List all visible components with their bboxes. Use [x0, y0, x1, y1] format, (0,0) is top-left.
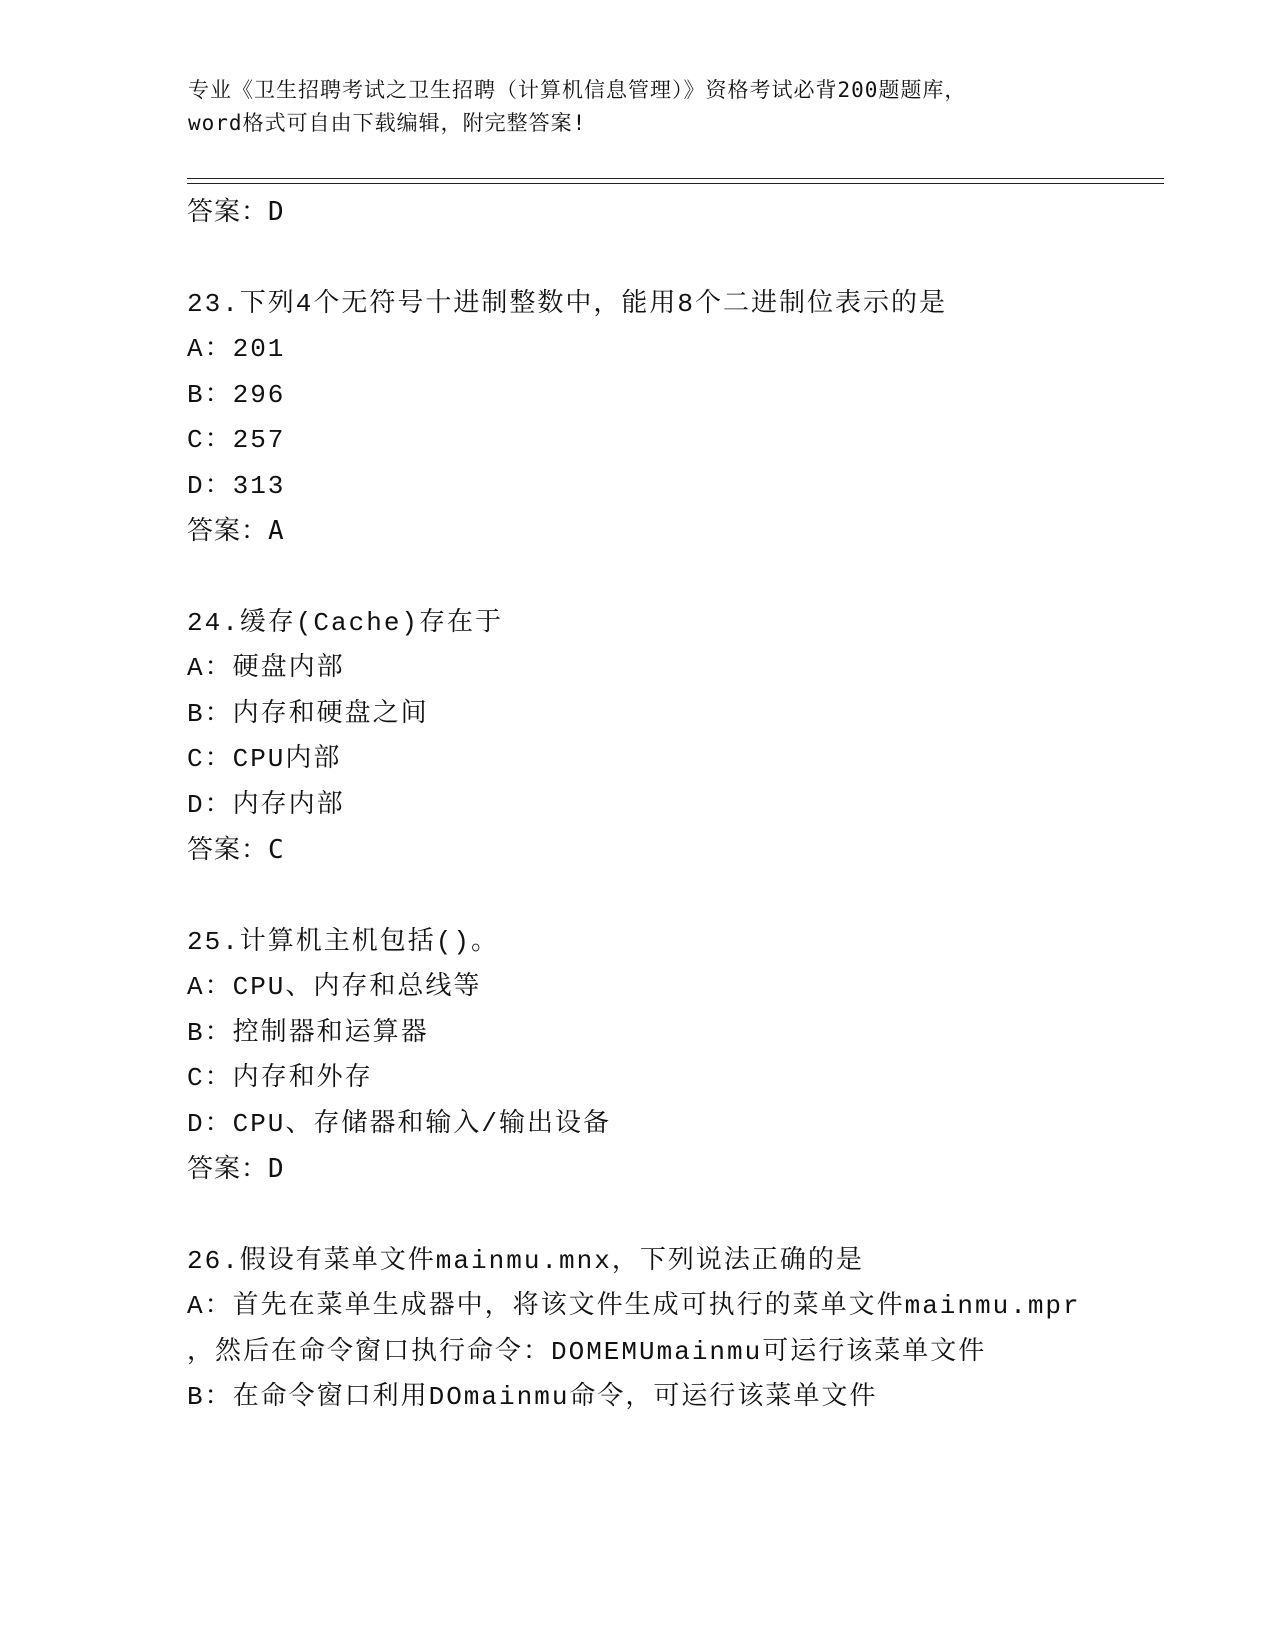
option-d: D：内存内部 — [187, 789, 345, 820]
question-list — [187, 190, 1147, 1421]
question-stem: 25.计算机主机包括()。 — [187, 926, 500, 957]
option-a: A：硬盘内部 — [187, 653, 345, 683]
question-stem: 23.下列4个无符号十进制整数中，能用8个二进制位表示的是 — [187, 288, 948, 319]
answer-line: 答案：A — [187, 516, 285, 546]
option-c: C：内存和外存 — [187, 1063, 373, 1093]
spacer — [187, 1193, 1147, 1239]
option-a: A：201 — [187, 334, 286, 364]
option-a: A：CPU、内存和总线等 — [187, 972, 482, 1002]
header-title-line: 专业《卫生招聘考试之卫生招聘（计算机信息管理）》资格考试必背200题题库， — [188, 78, 967, 102]
answer-line: 答案：D — [187, 1154, 285, 1184]
option-d: D：313 — [187, 470, 286, 501]
option-b: B：控制器和运算器 — [187, 1017, 429, 1048]
answer-line: 答案：D — [187, 197, 285, 227]
option-d: D：CPU、存储器和输入/输出设备 — [187, 1108, 612, 1139]
answer-line: 答案：C — [187, 835, 285, 865]
question-stem: 24.缓存(Cache)存在于 — [187, 607, 504, 638]
option-a: A：首先在菜单生成器中，将该文件生成可执行的菜单文件mainmu.mpr — [187, 1291, 1081, 1321]
option-c: C：257 — [187, 425, 286, 455]
document-header — [188, 74, 1108, 140]
spacer — [187, 236, 1147, 282]
option-a-continued: ，然后在命令窗口执行命令：DOMEMUmainmu可运行该菜单文件 — [187, 1336, 987, 1367]
option-b: B：296 — [187, 379, 286, 410]
header-divider-top — [187, 178, 1164, 179]
question-stem: 26.假设有菜单文件mainmu.mnx，下列说法正确的是 — [187, 1245, 864, 1276]
option-c: C：CPU内部 — [187, 744, 342, 774]
spacer — [187, 555, 1147, 601]
spacer — [187, 874, 1147, 920]
option-b: B：在命令窗口利用DOmainmu命令，可运行该菜单文件 — [187, 1382, 878, 1412]
header-subtitle-line: word格式可自由下载编辑，附完整答案! — [188, 111, 587, 135]
header-divider-bottom — [187, 183, 1164, 184]
option-b: B：内存和硬盘之间 — [187, 698, 429, 729]
